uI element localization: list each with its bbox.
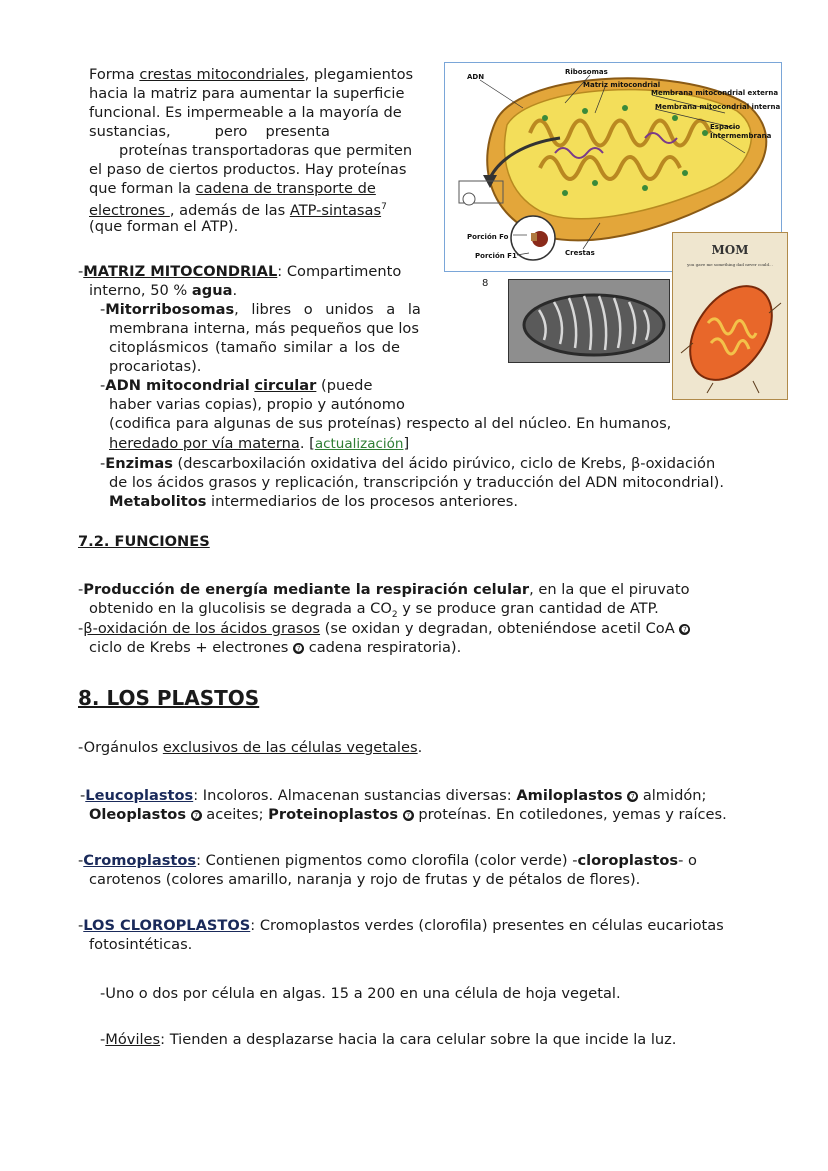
enzimas-line-2: de los ácidos grasos y replicación, transcripción y traducción del ADN mitocondrial).	[109, 474, 724, 491]
funciones-p1-line-1: -Producción de energía mediante la respiración celular, en la que el piruvato	[78, 581, 690, 598]
figure-number: 8	[482, 278, 489, 289]
funciones-heading: 7.2. FUNCIONES	[78, 533, 210, 550]
label-porcion-f1: Porción F1	[475, 252, 517, 260]
adn-line-1: -ADN mitocondrial circular (puede	[100, 377, 373, 394]
funciones-p2-line-2: ciclo de Krebs + electrones ➐ cadena respiratoria).	[89, 639, 462, 656]
arrow-icon: ➐	[191, 810, 202, 821]
mitorribosomas-line-2: membrana interna, más pequeños que los	[109, 320, 419, 337]
enzimas-line-1: -Enzimas (descarboxilación oxidativa del ácido pirúvico, ciclo de Krebs, β-oxidación	[100, 455, 716, 472]
label-porcion-fo: Porción Fo	[467, 233, 509, 241]
intro-line-2: hacia la matriz para aumentar la superficie	[89, 85, 405, 102]
plastos-heading: 8. LOS PLASTOS	[78, 686, 260, 710]
leucoplastos-line-1: -Leucoplastos: Incoloros. Almacenan sustancias diversas: Amiloplastos ➐ almidón;	[80, 787, 707, 804]
mitorribosomas-line-4: procariotas).	[109, 358, 202, 375]
moviles-line: -Móviles: Tienden a desplazarse hacia la cara celular sobre la que incide la luz.	[100, 1031, 677, 1048]
label-matriz: Matriz mitocondrial	[583, 81, 661, 89]
adn-line-4: heredado por vía materna. [actualización]	[109, 435, 410, 452]
mitorribosomas-line-1: -Mitorribosomas, libres o unidos a la	[100, 301, 421, 318]
intro-line-5: proteínas transportadoras que permiten	[119, 142, 413, 159]
label-espacio: Espacio	[710, 123, 741, 131]
arrow-icon: ➐	[627, 791, 638, 802]
label-adn: ADN	[467, 73, 485, 81]
funciones-p2-line-1: -β-oxidación de los ácidos grasos (se oxidan y degradan, obteniéndose acetil CoA ➐	[78, 619, 690, 638]
micrograph-image	[508, 279, 670, 363]
intro-line-8: electrones , además de las ATP-sintasas$^7$	[89, 201, 387, 219]
funciones-p1-line-2: obtenido en la glucolisis se degrada a $CO_2$ y se produce gran cantidad de ATP.	[89, 600, 659, 620]
matriz-line-1: -MATRIZ MITOCONDRIAL: Compartimento	[78, 263, 402, 280]
arrow-icon: ➐	[293, 643, 304, 654]
intro-line-7: que forman la cadena de transporte de	[89, 180, 376, 197]
enzimas-line-3: Metabolitos intermediarios de los procesos anteriores.	[109, 493, 519, 510]
label-membrana-externa: Membrana mitocondrial externa	[651, 89, 779, 97]
intro-line-9: (que forman el ATP).	[89, 218, 239, 235]
intro-line-1: Forma crestas mitocondriales, plegamientos	[89, 66, 414, 83]
adn-line-3: (codifica para algunas de sus proteínas) respecto al del núcleo. En humanos,	[109, 415, 672, 432]
actualizacion-link[interactable]: actualización	[314, 436, 404, 452]
intro-line-3: funcional. Es impermeable a la mayoría de	[89, 104, 402, 121]
label-membrana-interna: Membrana mitocondrial interna	[655, 103, 781, 111]
label-intermembrana: Intermembrana	[710, 132, 772, 140]
mom-card-image	[672, 232, 788, 400]
intro-line-4: sustancias, pero presenta	[89, 123, 330, 140]
label-crestas: Crestas	[565, 249, 595, 257]
cromoplastos-line-2: carotenos (colores amarillo, naranja y rojo de frutas y de pétalos de flores).	[89, 871, 641, 888]
cromoplastos-line-1: -Cromoplastos: Contienen pigmentos como clorofila (color verde) -cloroplastos- o	[78, 852, 697, 869]
cloroplastos-line-1: -LOS CLOROPLASTOS: Cromoplastos verdes (clorofila) presentes en células eucariotas	[78, 917, 724, 934]
mom-card-caption: you gave me something dad never could...	[687, 262, 773, 267]
adn-line-2: haber varias copias), propio y autónomo	[109, 396, 405, 413]
uno-dos-line: -Uno o dos por célula en algas. 15 a 200 en una célula de hoja vegetal.	[100, 985, 621, 1002]
matriz-line-2: interno, 50 % agua.	[89, 282, 238, 299]
intro-line-6: el paso de ciertos productos. Hay proteínas	[89, 161, 407, 178]
mitorribosomas-line-3: citoplásmicos (tamaño similar a los de	[109, 339, 401, 356]
arrow-icon: ➐	[403, 810, 414, 821]
organulos-line: -Orgánulos exclusivos de las células vegetales.	[78, 739, 423, 756]
arrow-icon: ➐	[679, 624, 690, 635]
cloroplastos-line-2: fotosintéticas.	[89, 936, 193, 953]
leucoplastos-line-2: Oleoplastos ➐ aceites; Proteinoplastos ➐ proteínas. En cotiledones, yemas y raíces.	[89, 806, 727, 823]
label-ribosomas: Ribosomas	[565, 68, 608, 76]
mom-card-title: MOM	[711, 243, 749, 257]
